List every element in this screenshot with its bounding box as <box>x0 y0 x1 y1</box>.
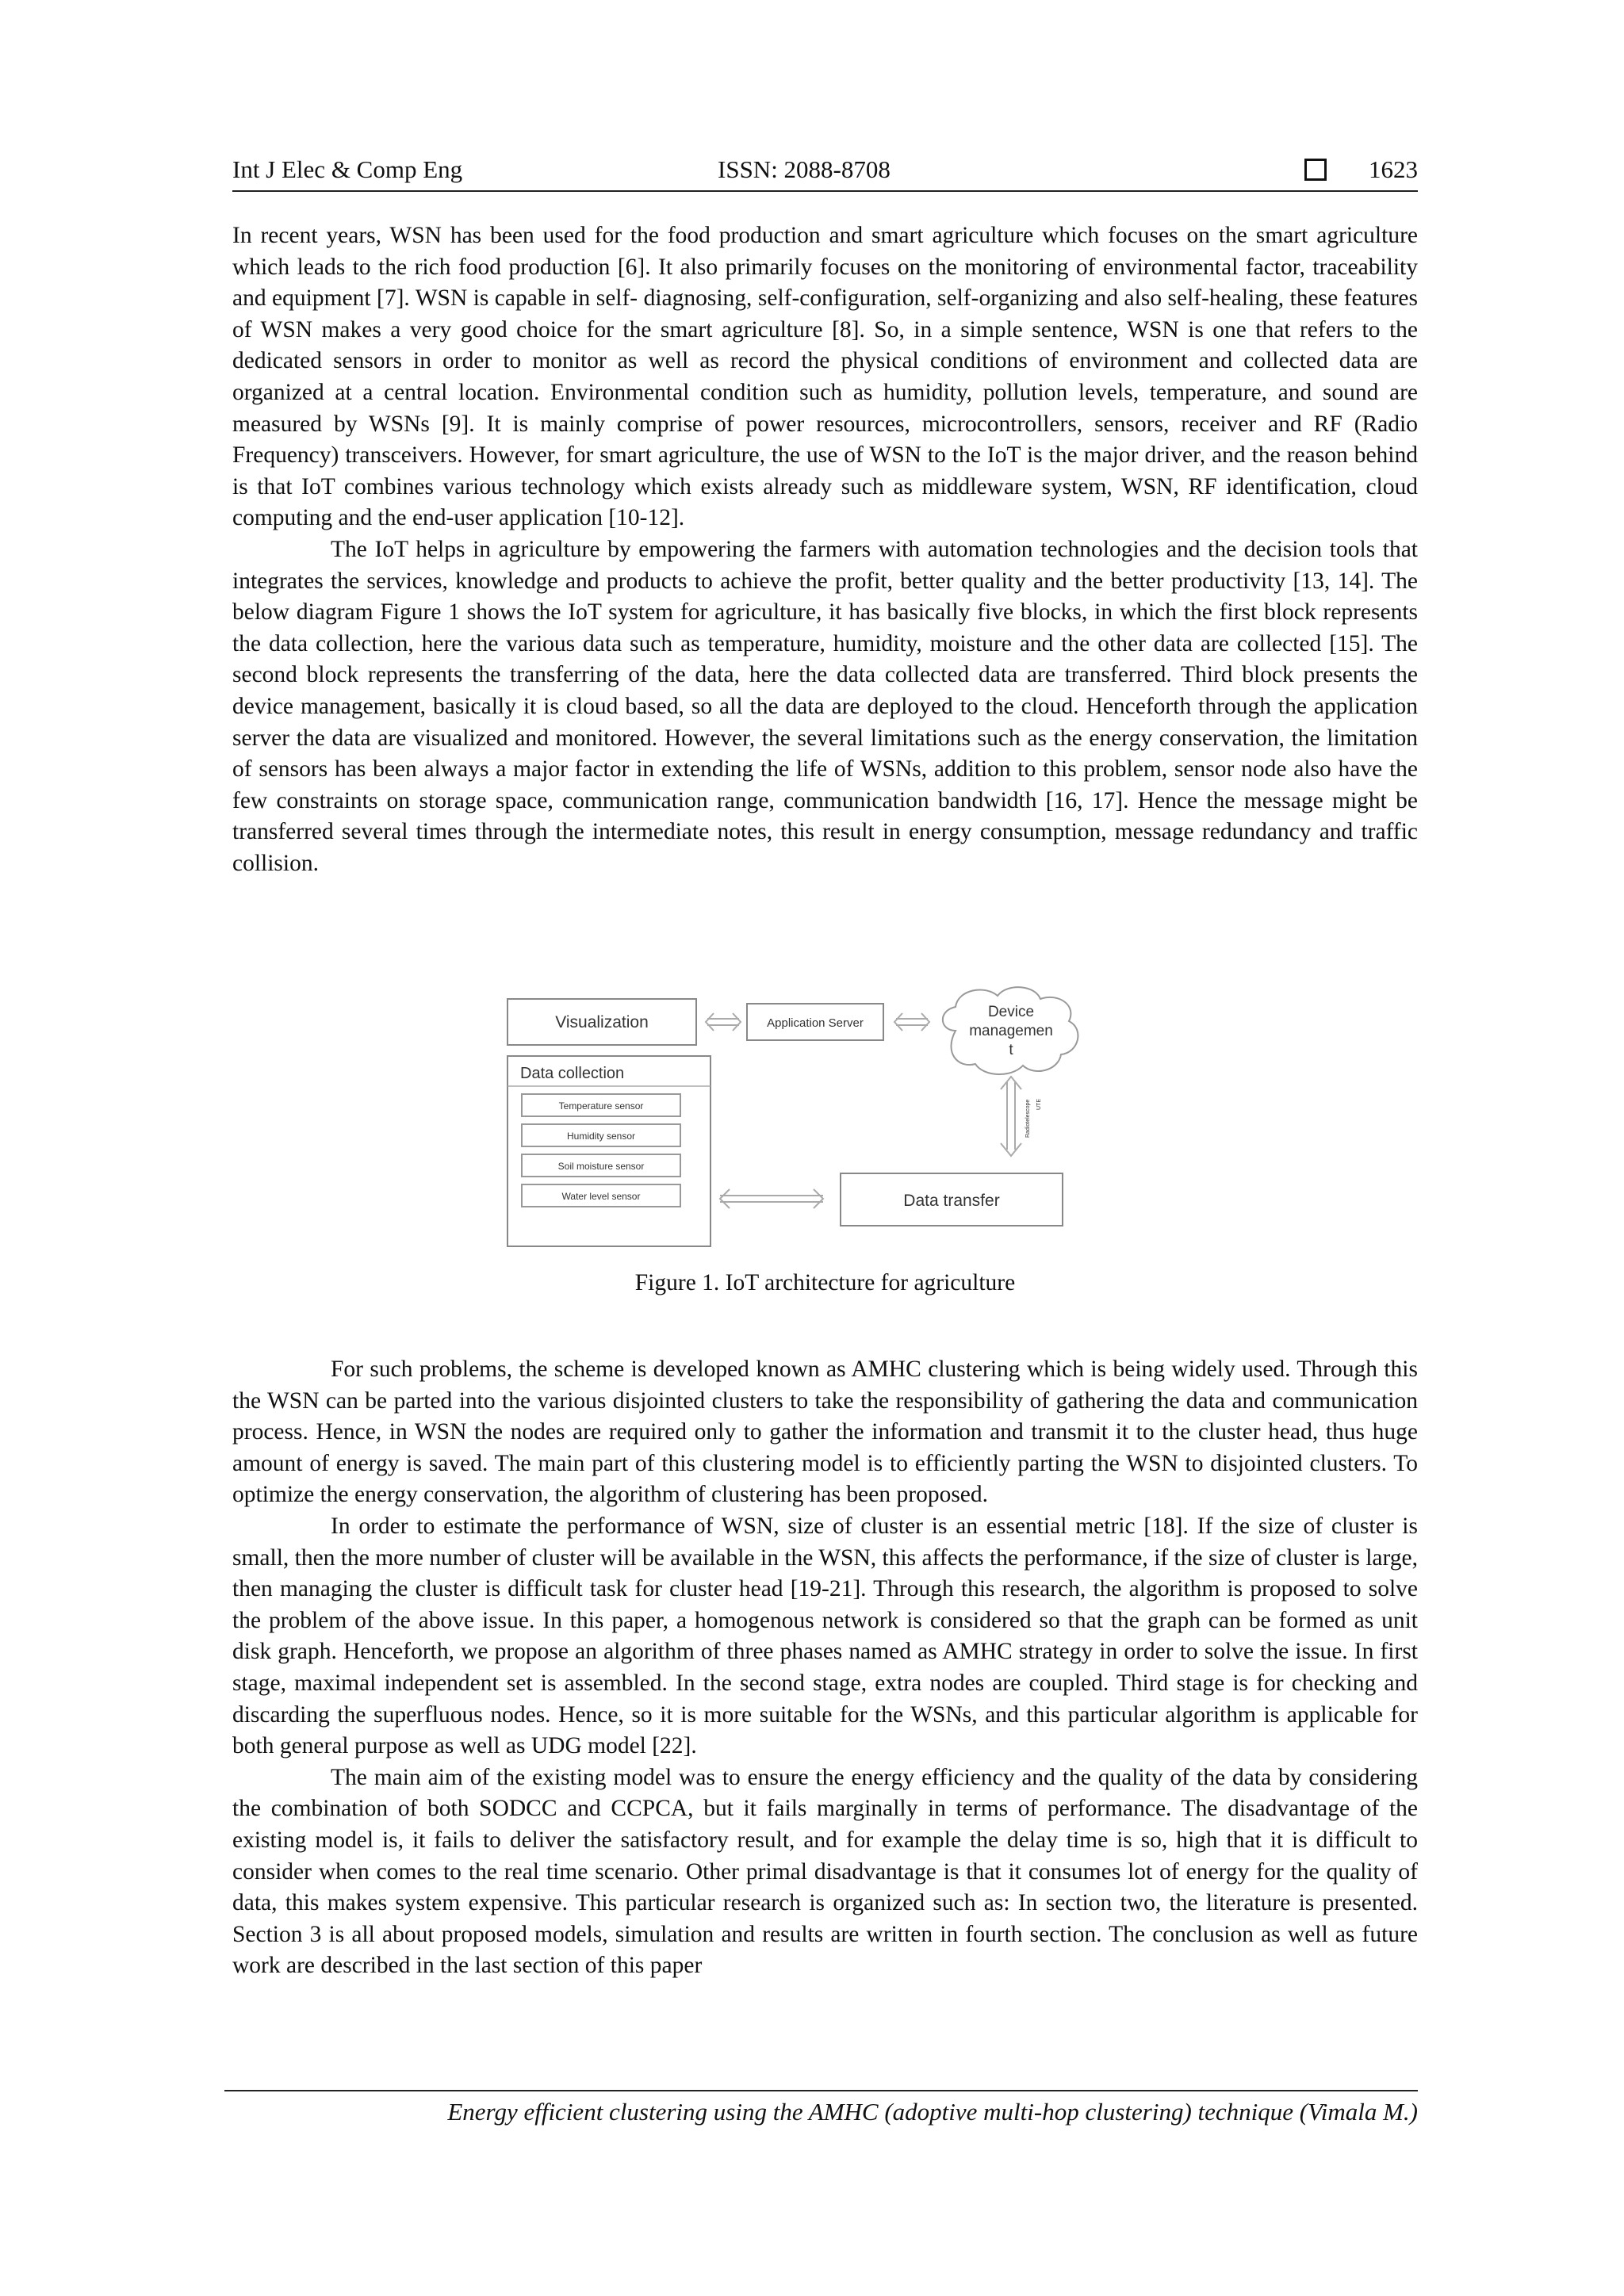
device-management-line-2: managemen <box>969 1023 1053 1039</box>
footer-divider <box>224 2090 1418 2091</box>
side-label-1: Radiotelescope <box>1025 1099 1031 1138</box>
figure-1-diagram <box>500 983 1150 1253</box>
page-number: 1623 <box>1369 155 1418 183</box>
body-text-bottom <box>232 1354 1418 1982</box>
data-transfer-label: Data transfer <box>903 1192 1000 1210</box>
water-level-sensor-label: Water level sensor <box>561 1191 641 1202</box>
figure-caption: Figure 1. IoT architecture for agriculture <box>634 1270 1016 1295</box>
body-text-top <box>232 220 1418 879</box>
paragraph-3: For such problems, the scheme is developed known as AMHC clustering which is being widely used. Through this the WSN can be parted into the various disjointed clusters to take the responsibility of gathering the data and communication process. Hence, in WSN the nodes are required only to gather the information and transmit it to the cluster head, thus huge amount of energy is saved. The main part of this clustering model is to efficiently parting the WSN to disjointed clusters. To optimize the energy conservation, the algorithm of clustering has been proposed. <box>232 1357 1418 1508</box>
data-collection-box <box>508 1056 710 1246</box>
humidity-sensor-label: Humidity sensor <box>566 1131 636 1142</box>
device-management-line-1: Device <box>987 1004 1035 1020</box>
paragraph-2: The IoT helps in agriculture by empowering the farmers with automation technologies and the decision tools that integrates the services, knowledge and products to achieve the profit, better quality and the better productivity [13, 14]. The below diagram Figure 1 shows the IoT system for agriculture, it has basically five blocks, in which the first block represents the data collection, here the various data such as temperature, humidity, moisture and the other data are collected [15]. The second block represents the transferring of the data, here the data collected data are transferred. Third block presents the device management, basically it is cloud based, so all the data are deployed to the cloud. Henceforth through the application server the data are visualized and monitored. However, the several limitations such as the energy conservation, the limitation of sensors has been always a major factor in extending the life of WSNs, addition to this problem, sensor node also have the few constraints on storage space, communication range, communication bandwidth [16, 17]. Hence the message might be transferred several times through the intermediate notes, this result in energy consumption, message redundancy and traffic collision. <box>232 536 1418 876</box>
double-arrow-icon <box>720 1189 823 1208</box>
application-server-label: Application Server <box>767 1016 864 1030</box>
double-arrow-icon <box>706 1013 741 1031</box>
temperature-sensor-label: Temperature sensor <box>558 1100 644 1112</box>
side-label-2: UTE <box>1036 1099 1042 1110</box>
running-title: Energy efficient clustering using the AMHC (adoptive multi-hop clustering) technique (Vimala M.) <box>447 2098 1418 2126</box>
paragraph-5: The main aim of the existing model was to ensure the energy efficiency and the quality of the data by considering the combination of both SODCC and CCPCA, but it fails marginally in terms of performance. The disadvantage of the existing model is, it fails to deliver the satisfactory result, and for example the delay time is so, high that it is difficult to consider when comes to the real time scenario. Other primal disadvantage is that it consumes lot of energy for the quality of data, this makes system expensive. This particular research is organized such as: In section two, the literature is presented. Section 3 is all about proposed models, simulation and results are written in fourth section. The conclusion as well as future work are described in the last section of this paper <box>232 1764 1418 1979</box>
visualization-label: Visualization <box>555 1013 649 1031</box>
paragraph-1: In recent years, WSN has been used for the food production and smart agriculture which focuses on the smart agriculture which leads to the rich food production [6]. It also primarily focuses on the monitoring of environmental factor, traceability and equipment [7]. WSN is capable in self- diagnosing, self-configuration, self-organizing and also self-healing, these features of WSN makes a very good choice for the smart agriculture [8]. So, in a simple sentence, WSN is one that refers to the dedicated sensors in order to monitor as well as record the physical conditions of environment and collected data are organized at a central location. Environmental condition such as humidity, pollution levels, temperature, and sound are measured by WSNs [9]. It is mainly comprise of power resources, microcontrollers, sensors, receiver and RF (Radio Frequency) transceivers. However, for smart agriculture, the use of WSN to the IoT is the major driver, and the reason behind is that IoT combines various technology which exists already such as middleware system, WSN, RF identification, cloud computing and the end-user application [10-12]. <box>232 223 1418 531</box>
data-collection-label: Data collection <box>520 1065 625 1082</box>
paragraph-4: In order to estimate the performance of WSN, size of cluster is an essential metric [18]. If the size of cluster is small, then the more number of cluster will be available in the WSN, this affects the performance, if the size of cluster is large, then managing the cluster is difficult task for cluster head [19-21]. Through this research, the algorithm is proposed to solve the problem of the above issue. In this paper, a homogenous network is considered so that the graph can be formed as unit disk graph. Henceforth, we propose an algorithm of three phases named as AMHC strategy in order to solve the issue. In first stage, maximal independent set is assembled. In the second stage, extra nodes are coupled. Third stage is for checking and discarding the superfluous nodes. Hence, so it is more suitable for the WSNs, and this particular algorithm is applicable for both general purpose as well as UDG model [22]. <box>232 1513 1419 1759</box>
soil-moisture-sensor-label: Soil moisture sensor <box>557 1161 645 1172</box>
vertical-double-arrow-icon <box>1001 1077 1021 1156</box>
double-arrow-icon <box>894 1013 929 1031</box>
device-management-line-3: t <box>1009 1042 1013 1058</box>
page-header <box>232 151 1418 192</box>
issn: ISSN: 2088-8708 <box>718 155 891 183</box>
journal-name: Int J Elec & Comp Eng <box>232 155 463 183</box>
checkbox-square-icon <box>1304 159 1327 181</box>
